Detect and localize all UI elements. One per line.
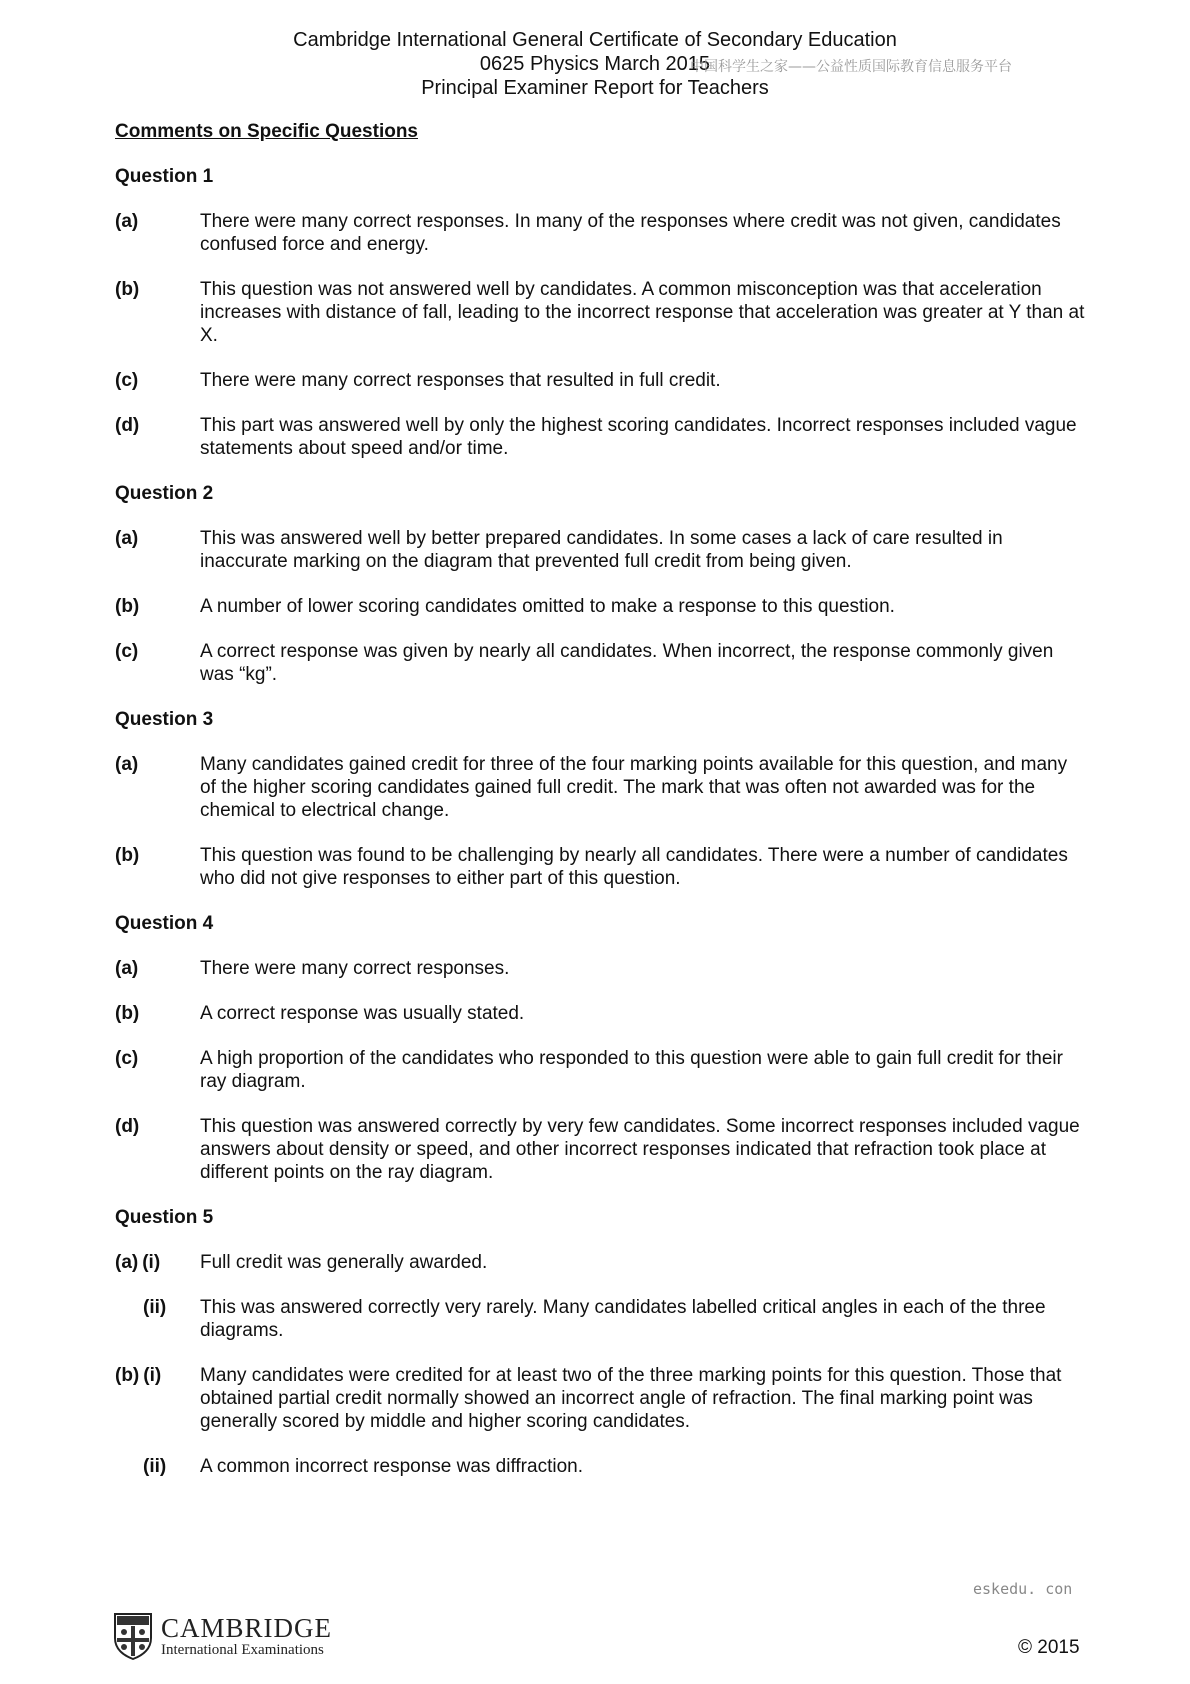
part-label: [115, 414, 200, 460]
question-part: [115, 278, 1085, 347]
question-part: [115, 1002, 1085, 1025]
watermark-text: 中国科学生之家——公益性质国际教育信息服务平台: [690, 59, 1012, 75]
copyright: © 2015: [1018, 1637, 1080, 1658]
question-part: [115, 1115, 1085, 1184]
part-sublabel: (i): [143, 1365, 162, 1386]
part-letter: (b): [115, 279, 140, 300]
part-letter: (b): [115, 845, 140, 866]
part-text: There were many correct responses.: [200, 958, 510, 979]
question-part: [115, 595, 1085, 618]
part-letter: (a): [115, 958, 139, 979]
question-part: [115, 1251, 1085, 1274]
header-line1: Cambridge International General Certificate of Secondary Education: [293, 29, 897, 51]
part-label: [115, 1251, 200, 1274]
part-sublabel: (ii): [143, 1297, 167, 1318]
part-text: A correct response was usually stated.: [200, 1003, 525, 1024]
question-title: Question 2: [115, 483, 214, 504]
part-text: This question was not answered well by candidates. A common misconception was that acceleration increases with distance of fall, leading to the incorrect response that acceleration was greater at Y than at X.: [200, 279, 1085, 346]
header-line3: Principal Examiner Report for Teachers: [421, 77, 769, 99]
part-label: [115, 640, 200, 686]
part-text: This part was answered well by only the highest scoring candidates. Incorrect responses included vague statements about speed and/or time.: [200, 415, 1077, 459]
header-line2: 0625 Physics March 2015: [479, 53, 711, 75]
part-letter: (a): [115, 754, 139, 775]
question-title: Question 5: [115, 1207, 214, 1228]
part-text: Many candidates were credited for at least two of the three marking points for this question. Those that obtained partial credit normally showed an incorrect angle of refraction. The final marking point was generally scored by middle and higher scoring candidates.: [200, 1365, 1062, 1432]
part-text: A common incorrect response was diffraction.: [200, 1456, 583, 1477]
part-letter: (c): [115, 370, 139, 391]
part-text: There were many correct responses. In many of the responses where credit was not given, candidates confused force and energy.: [200, 211, 1061, 255]
part-letter: (a): [115, 211, 139, 232]
question-part: [115, 1364, 1085, 1433]
question-part: [115, 753, 1085, 822]
part-text: This was answered correctly very rarely. Many candidates labelled critical angles in each of the three diagrams.: [200, 1297, 1046, 1341]
part-letter: (a): [115, 1252, 139, 1273]
part-label: [115, 1002, 200, 1025]
part-text: A high proportion of the candidates who responded to this question were able to gain full credit for their ray diagram.: [200, 1048, 1063, 1092]
part-label: [115, 1296, 200, 1342]
question-part: [115, 1296, 1085, 1342]
question-part: [115, 640, 1085, 686]
part-label: [115, 278, 200, 347]
part-text: A number of lower scoring candidates omitted to make a response to this question.: [200, 596, 895, 617]
logo-subtitle: International Examinations: [161, 1642, 324, 1658]
part-text: A correct response was given by nearly all candidates. When incorrect, the response commonly given was “kg”.: [200, 641, 1054, 685]
part-text: Full credit was generally awarded.: [200, 1252, 488, 1273]
part-sublabel: (ii): [143, 1456, 167, 1477]
part-label: [115, 1115, 200, 1184]
part-label: [115, 369, 200, 392]
part-label: [115, 210, 200, 256]
part-letter: (d): [115, 1116, 140, 1137]
crest-icon: [113, 1612, 153, 1660]
part-label: [115, 595, 200, 618]
question-part: [115, 844, 1085, 890]
part-text: There were many correct responses that resulted in full credit.: [200, 370, 721, 391]
part-letter: (b): [115, 596, 140, 617]
section-title: Comments on Specific Questions: [115, 121, 418, 142]
question-title: Question 1: [115, 166, 214, 187]
question-part: [115, 369, 1085, 392]
question-title: Question 4: [115, 913, 214, 934]
part-sublabel: (i): [142, 1252, 161, 1273]
part-letter: (c): [115, 1048, 139, 1069]
part-text: This was answered well by better prepared candidates. In some cases a lack of care resulted in inaccurate marking on the diagram that prevented full credit from being given.: [200, 528, 1003, 572]
question-part: [115, 957, 1085, 980]
part-label: [115, 957, 200, 980]
question-title: Question 3: [115, 709, 214, 730]
question-part: [115, 210, 1085, 256]
part-letter: (d): [115, 415, 140, 436]
part-letter: (b): [115, 1003, 140, 1024]
part-label: [115, 753, 200, 822]
report-body: [115, 120, 1085, 1500]
part-text: This question was found to be challenging by nearly all candidates. There were a number of candidates who did not give responses to either part of this question.: [200, 845, 1068, 889]
site-watermark: eskedu. con: [973, 1580, 1073, 1598]
question-part: [115, 414, 1085, 460]
part-letter: (c): [115, 641, 139, 662]
part-label: [115, 1455, 200, 1478]
question-part: [115, 1047, 1085, 1093]
part-text: This question was answered correctly by very few candidates. Some incorrect responses included vague answers about density or speed, and other incorrect responses indicated that refraction took place at different points on the ray diagram.: [200, 1116, 1080, 1183]
part-letter: (a): [115, 528, 139, 549]
question-part: [115, 527, 1085, 573]
logo-name: CAMBRIDGE: [161, 1613, 333, 1643]
part-label: [115, 1364, 200, 1433]
part-label: [115, 527, 200, 573]
part-text: Many candidates gained credit for three of the four marking points available for this question, and many of the higher scoring candidates gained full credit. The mark that was often not awarded was for the chemical to electrical change.: [200, 754, 1068, 821]
question-part: [115, 1455, 1085, 1478]
part-label: [115, 1047, 200, 1093]
part-label: [115, 844, 200, 890]
part-letter: (b): [115, 1365, 140, 1386]
questions-list: [115, 165, 1085, 1478]
cambridge-logo: [113, 1612, 332, 1660]
